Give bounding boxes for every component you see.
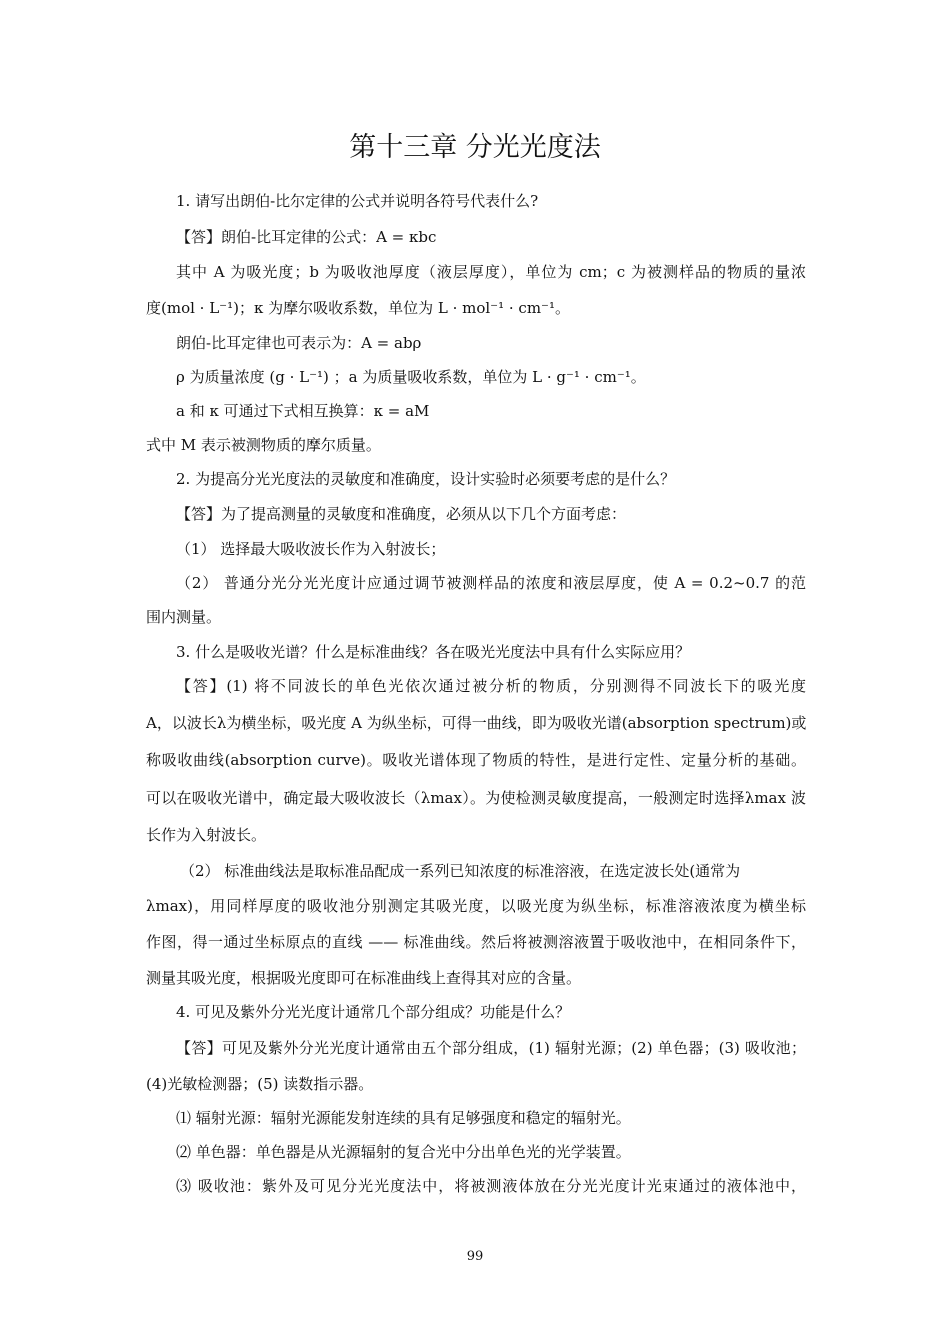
- question-2: 2. 为提高分光光度法的灵敏度和准确度，设计实验时必须要考虑的是什么？: [176, 470, 676, 488]
- answer-3-line: 长作为入射波长。: [146, 826, 267, 844]
- answer-2-line: （1） 选择最大吸收波长作为入射波长；: [176, 540, 446, 558]
- answer-3-line: 作图，得一通过坐标原点的直线 —— 标准曲线。然后将被测溶液置于吸收池中，在相同条件下，: [146, 933, 806, 951]
- question-4: 4. 可见及紫外分光光度计通常几个部分组成？功能是什么？: [176, 1003, 571, 1021]
- answer-1-line: ρ 为质量浓度 (g · L⁻¹) ；a 为质量吸收系数，单位为 L · g⁻¹ · cm⁻¹。: [176, 368, 646, 386]
- question-1: 1. 请写出朗伯-比尔定律的公式并说明各符号代表什么?: [176, 192, 539, 210]
- answer-4-item: ⑴ 辐射光源：辐射光源能发射连续的具有足够强度和稳定的辐射光。: [176, 1109, 631, 1127]
- answer-3-line: 测量其吸光度，根据吸光度即可在标准曲线上查得其对应的含量。: [146, 969, 582, 987]
- answer-3-line: 称吸收曲线(absorption curve)。吸收光谱体现了物质的特性，是进行定性、定量分析的基础。: [146, 751, 806, 769]
- answer-2-line: 【答】为了提高测量的灵敏度和准确度，必须从以下几个方面考虑：: [176, 505, 627, 523]
- answer-1-line: 朗伯-比耳定律也可表示为：A = abρ: [176, 334, 422, 352]
- question-3: 3. 什么是吸收光谱？什么是标准曲线？各在吸光光度法中具有什么实际应用？: [176, 643, 691, 661]
- answer-3-line: 可以在吸收光谱中，确定最大吸收波长（λmax）。为使检测灵敏度提高，一般测定时选择λmax 波: [146, 789, 806, 807]
- answer-3-line: （2） 标准曲线法是取标准品配成一系列已知浓度的标准溶液，在选定波长处(通常为: [180, 862, 741, 880]
- answer-1-line: 度(mol · L⁻¹)；κ 为摩尔吸收系数，单位为 L · mol⁻¹ · cm⁻¹。: [146, 299, 570, 317]
- answer-2-line: （2） 普通分光分光光度计应通过调节被测样品的浓度和液层厚度，使 A = 0.2~0.7 的范: [176, 574, 806, 592]
- answer-4-line: 【答】可见及紫外分光光度计通常由五个部分组成，(1) 辐射光源；(2) 单色器；(3) 吸收池；: [176, 1039, 806, 1057]
- answer-2-line: 围内测量。: [146, 608, 222, 626]
- chapter-title: 第十三章 分光光度法: [349, 132, 601, 163]
- answer-1-line: 其中 A 为吸光度；b 为吸收池厚度（液层厚度），单位为 cm；c 为被测样品的物质的量浓: [176, 263, 806, 281]
- page-number: 99: [466, 1249, 484, 1264]
- answer-1-formula: 【答】朗伯-比耳定律的公式：A = κbc: [176, 228, 437, 246]
- answer-3-line: λmax)，用同样厚度的吸收池分别测定其吸光度，以吸光度为纵坐标，标准溶液浓度为横坐标: [146, 897, 806, 915]
- answer-3-line: A，以波长λ为横坐标，吸光度 A 为纵坐标，可得一曲线，即为吸收光谱(absorption spectrum)或: [146, 714, 807, 732]
- answer-1-line: 式中 M 表示被测物质的摩尔质量。: [146, 436, 381, 454]
- answer-3-line: 【答】(1) 将不同波长的单色光依次通过被分析的物质，分别测得不同波长下的吸光度: [176, 677, 806, 695]
- answer-4-item: ⑶ 吸收池：紫外及可见分光光度法中，将被测液体放在分光光度计光束通过的液体池中，: [176, 1177, 806, 1195]
- answer-4-line: (4)光敏检测器；(5) 读数指示器。: [146, 1075, 374, 1093]
- answer-1-line: a 和 κ 可通过下式相互换算：κ = aM: [176, 402, 430, 420]
- answer-4-item: ⑵ 单色器：单色器是从光源辐射的复合光中分出单色光的光学装置。: [176, 1143, 631, 1161]
